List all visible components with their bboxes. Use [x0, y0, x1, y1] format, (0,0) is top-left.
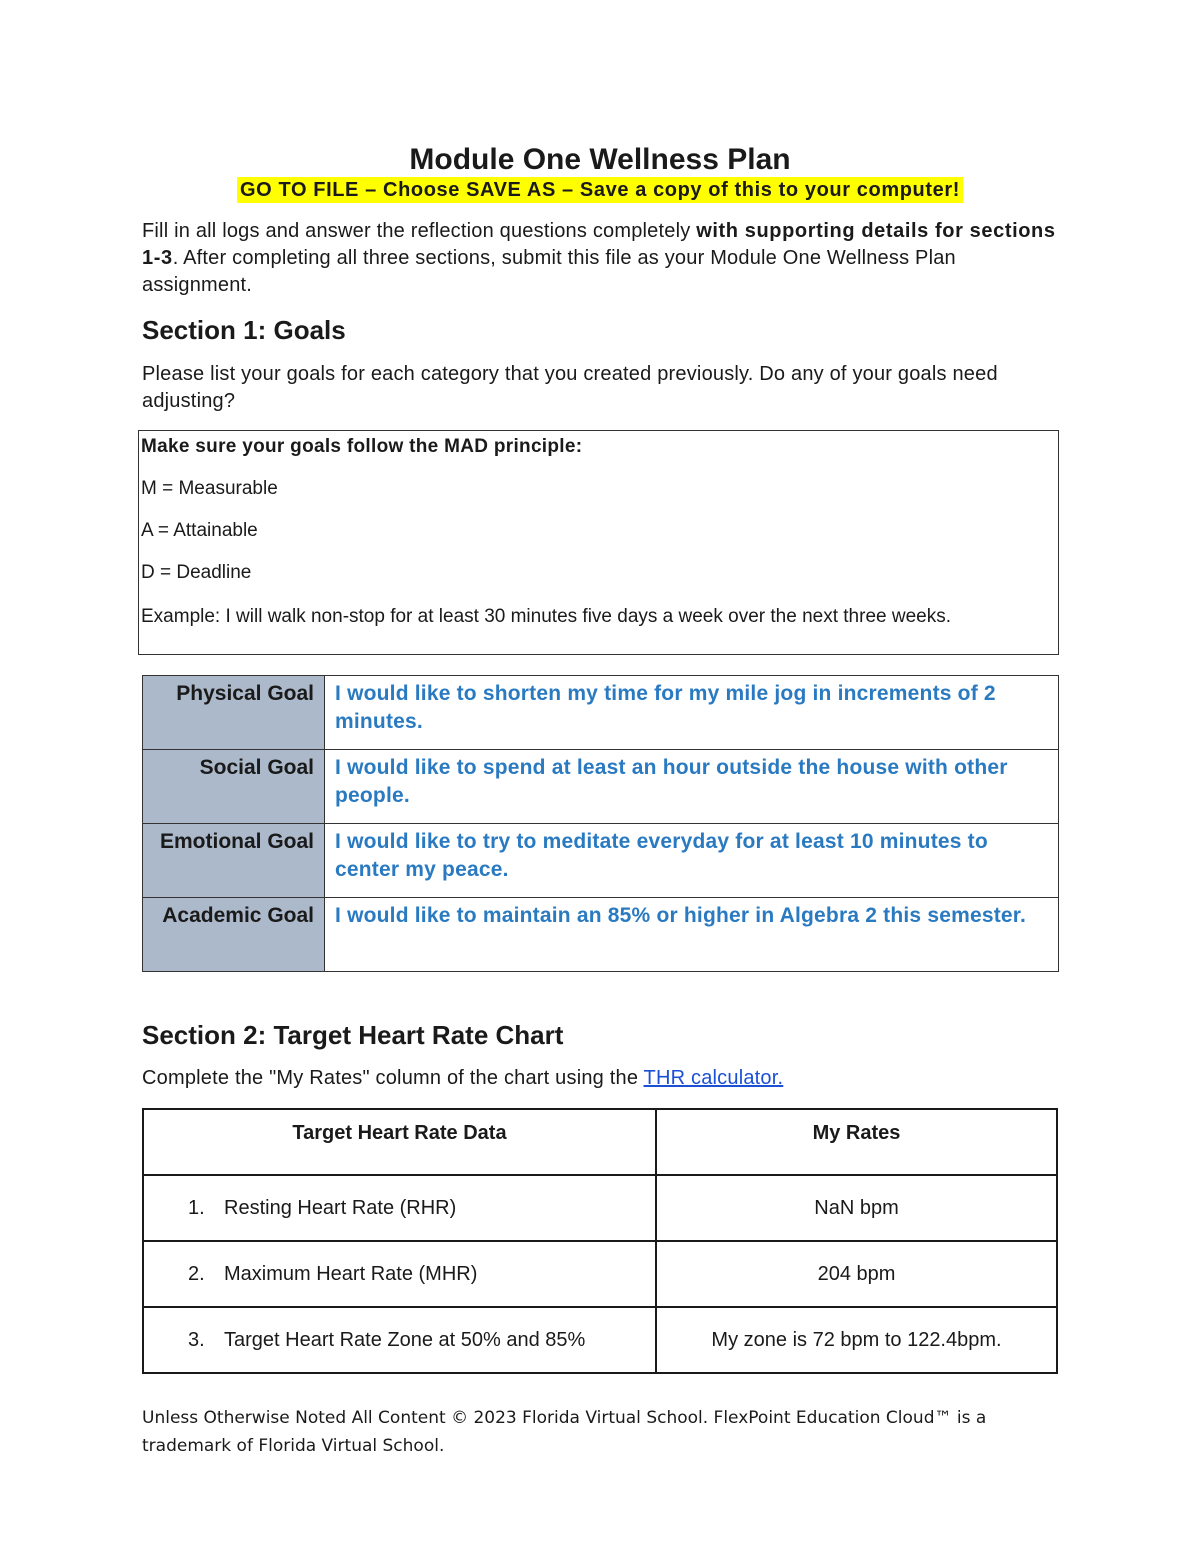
row-label: Resting Heart Rate (RHR) [224, 1196, 457, 1219]
row-label-cell [143, 1175, 656, 1241]
target-heart-rate-zone-value[interactable]: My zone is 72 bpm to 122.4bpm. [656, 1307, 1057, 1373]
table-row [143, 1307, 1057, 1373]
instruction-banner-wrap [0, 177, 1200, 203]
instruction-banner: GO TO FILE – Choose SAVE AS – Save a copy of this to your computer! [237, 177, 963, 203]
goal-label-emotional: Emotional Goal [143, 824, 325, 898]
maximum-heart-rate-value[interactable]: 204 bpm [656, 1241, 1057, 1307]
goal-value-physical[interactable]: I would like to shorten my time for my mile jog in increments of 2 minutes. [325, 676, 1059, 750]
intro-text-bold: with supporting details for sections 1-3 [142, 220, 1056, 269]
goals-table [142, 675, 1059, 972]
row-label: Maximum Heart Rate (MHR) [224, 1262, 478, 1285]
mad-measurable: M = Measurable [141, 478, 278, 499]
mad-deadline: D = Deadline [141, 562, 252, 583]
table-row [143, 824, 1059, 898]
section2-prompt-text: Complete the "My Rates" column of the chart using the [142, 1067, 644, 1089]
thr-calculator-link[interactable]: THR calculator. [643, 1067, 784, 1089]
table-header-row [143, 1109, 1057, 1175]
target-heart-rate-table [142, 1108, 1058, 1374]
row-number: 2. [188, 1262, 205, 1285]
page-title: Module One Wellness Plan [409, 143, 791, 176]
table-row [143, 1175, 1057, 1241]
goal-label-social: Social Goal [143, 750, 325, 824]
goal-value-academic[interactable]: I would like to maintain an 85% or higher in Algebra 2 this semester. [325, 898, 1059, 972]
row-label: Target Heart Rate Zone at 50% and 85% [224, 1328, 586, 1351]
goal-label-physical: Physical Goal [143, 676, 325, 750]
goal-value-social[interactable]: I would like to spend at least an hour outside the house with other people. [325, 750, 1059, 824]
table-row [143, 750, 1059, 824]
intro-text-part2: . After completing all three sections, submit this file as your Module One Wellness Plan assignment. [142, 247, 956, 296]
resting-heart-rate-value[interactable]: NaN bpm [656, 1175, 1057, 1241]
header-target-heart-rate-data: Target Heart Rate Data [143, 1109, 656, 1175]
section1-prompt: Please list your goals for each category that you created previously. Do any of your goals need adjusting? [142, 363, 998, 412]
row-label-cell [143, 1241, 656, 1307]
mad-attainable: A = Attainable [141, 520, 258, 541]
section2-prompt [142, 1065, 1062, 1092]
row-number: 1. [188, 1196, 205, 1219]
table-row [143, 898, 1059, 972]
row-number: 3. [188, 1328, 205, 1351]
header-my-rates: My Rates [656, 1109, 1057, 1175]
mad-heading: Make sure your goals follow the MAD principle: [141, 436, 583, 457]
intro-paragraph [142, 218, 1062, 299]
goal-value-emotional[interactable]: I would like to try to meditate everyday for at least 10 minutes to center my peace. [325, 824, 1059, 898]
copyright-footer: Unless Otherwise Noted All Content © 2023 Florida Virtual School. FlexPoint Education Cloud™ is a trademark of Florida Virtual School. [142, 1408, 987, 1456]
goal-label-academic: Academic Goal [143, 898, 325, 972]
mad-example: Example: I will walk non-stop for at least 30 minutes five days a week over the next three weeks. [141, 606, 951, 627]
row-label-cell [143, 1307, 656, 1373]
mad-principle-box [138, 430, 1059, 655]
section1-heading: Section 1: Goals [142, 315, 346, 345]
intro-text-part1: Fill in all logs and answer the reflection questions completely [142, 220, 697, 242]
table-row [143, 676, 1059, 750]
section2-heading: Section 2: Target Heart Rate Chart [142, 1020, 564, 1050]
table-row [143, 1241, 1057, 1307]
